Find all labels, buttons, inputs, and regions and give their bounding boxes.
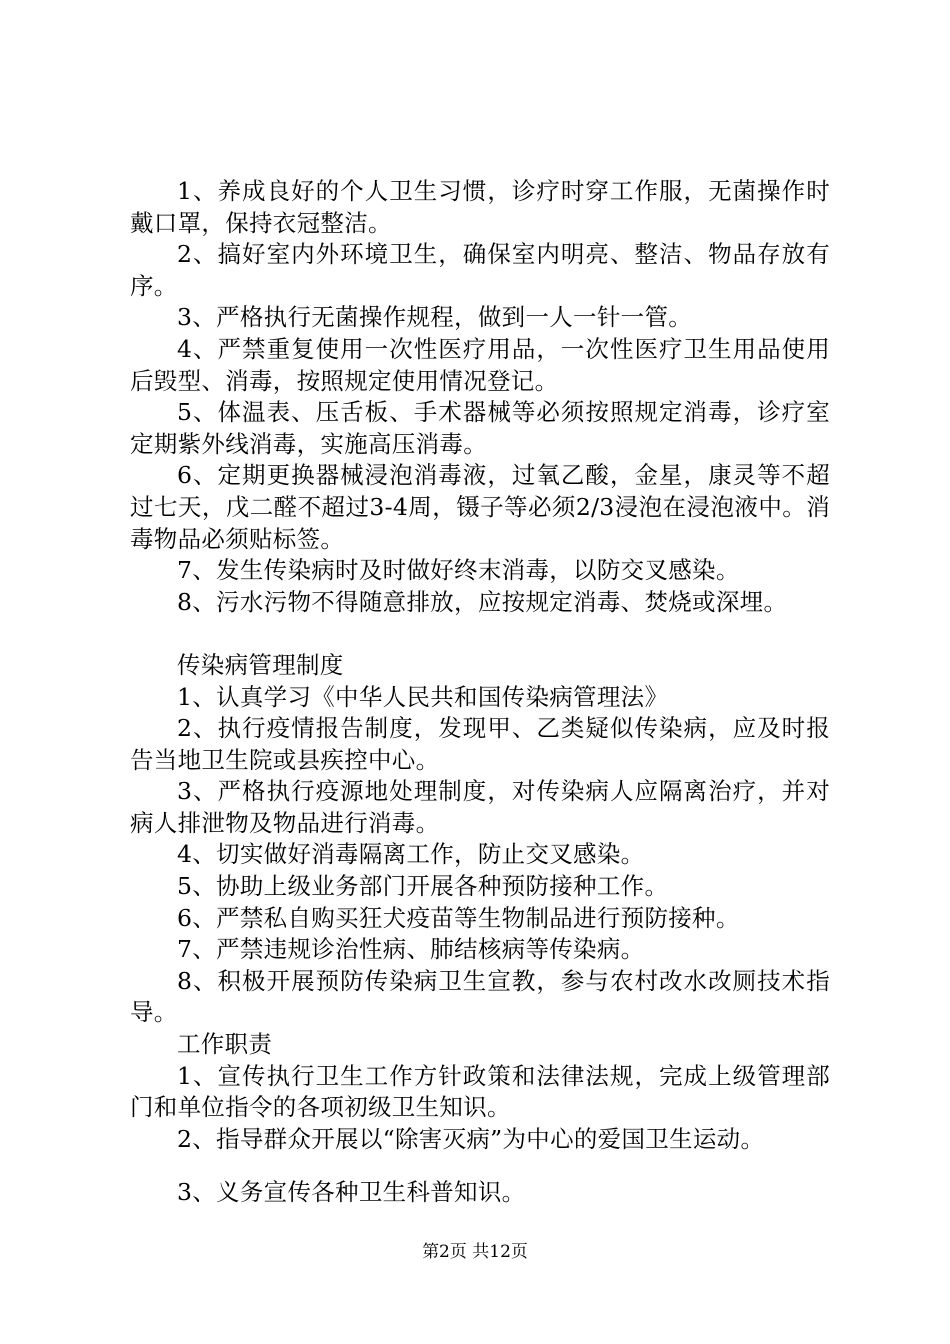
duties-item-2: 2、指导群众开展以“除害灭病”为中心的爱国卫生运动。 (177, 1124, 765, 1153)
hygiene-item-8: 8、污水污物不得随意排放，应按规定消毒、焚烧或深埋。 (177, 587, 788, 616)
duties-item-3: 3、义务宣传各种卫生科普知识。 (177, 1178, 526, 1207)
infectious-item-2: 2、执行疫情报告制度，发现甲、乙类疑似传染病，应及时报告当地卫生院或县疾控中心。 (130, 714, 830, 774)
section-spacer (130, 618, 830, 650)
paragraph-spacer (130, 1155, 830, 1177)
duties-section-title: 工作职责 (177, 1030, 273, 1059)
infectious-item-1: 1、认真学习《中华人民共和国传染病管理法》 (177, 682, 669, 711)
infectious-item-6: 6、严禁私自购买狂犬疫苗等生物制品进行预防接种。 (177, 903, 740, 932)
hygiene-item-1: 1、养成良好的个人卫生习惯，诊疗时穿工作服，无菌操作时戴口罩，保持衣冠整洁。 (130, 177, 830, 237)
duties-item-1: 1、宣传执行卫生工作方针政策和法律法规，完成上级管理部门和单位指令的各项初级卫生知识。 (130, 1061, 830, 1122)
document-body (130, 176, 830, 1209)
hygiene-item-4: 4、严禁重复使用一次性医疗用品，一次性医疗卫生用品使用后毁型、消毒，按照规定使用情况登记。 (130, 334, 830, 395)
infectious-item-8: 8、积极开展预防传染病卫生宣教，参与农村改水改厕技术指导。 (130, 966, 830, 1027)
hygiene-item-3: 3、严格执行无菌操作规程，做到一人一针一管。 (177, 303, 693, 332)
hygiene-item-6: 6、定期更换器械浸泡消毒液，过氧乙酸，金星，康灵等不超过七天，戊二醛不超过3-4周，镊子等必须2/3浸泡在浸泡液中。消毒物品必须贴标签。 (130, 461, 830, 553)
infectious-section-title: 传染病管理制度 (177, 650, 344, 679)
infectious-item-7: 7、严禁违规诊治性病、肺结核病等传染病。 (177, 935, 645, 964)
page-number-footer: 第2页 共12页 (422, 1242, 528, 1262)
infectious-item-5: 5、协助上级业务部门开展各种预防接种工作。 (177, 872, 669, 901)
infectious-item-4: 4、切实做好消毒隔离工作，防止交叉感染。 (177, 840, 645, 869)
hygiene-item-7: 7、发生传染病时及时做好终末消毒，以防交叉感染。 (177, 556, 740, 585)
hygiene-item-5: 5、体温表、压舌板、手术器械等必须按照规定消毒，诊疗室定期紫外线消毒，实施高压消毒。 (130, 398, 830, 458)
infectious-item-3: 3、严格执行疫源地处理制度，对传染病人应隔离治疗，并对病人排泄物及物品进行消毒。 (130, 777, 830, 837)
hygiene-item-2: 2、搞好室内外环境卫生，确保室内明亮、整洁、物品存放有序。 (130, 240, 830, 300)
